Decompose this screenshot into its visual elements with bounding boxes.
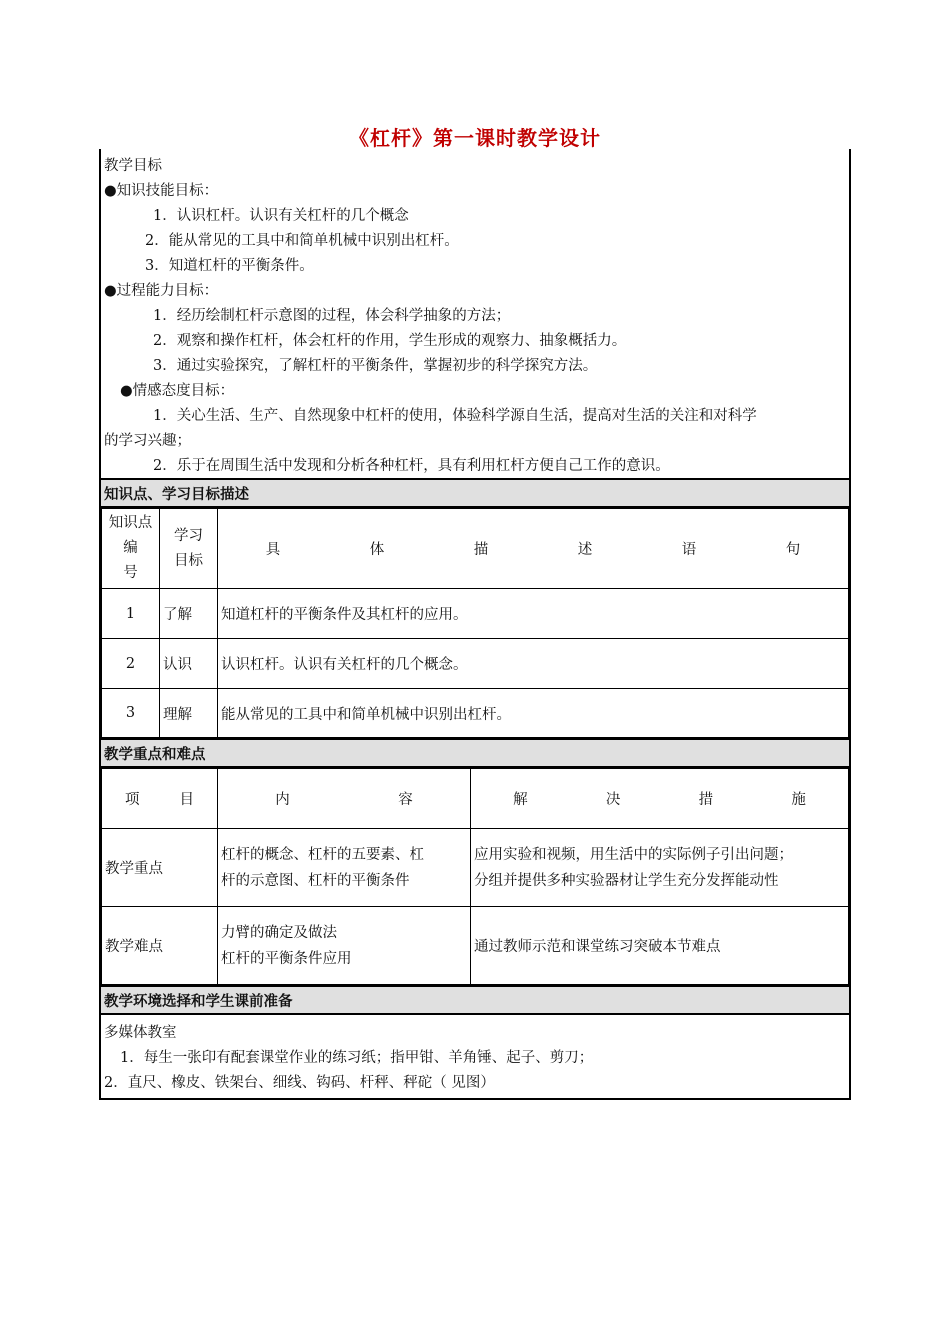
row-item: 教学重点 — [102, 829, 218, 907]
emotion-item-continued: 的学习兴趣； — [104, 433, 191, 449]
key-table — [101, 768, 849, 985]
header-knowledge-number: 知识点 编 号 — [102, 509, 160, 589]
page-title: 《杠杆》第一课时教学设计 — [349, 126, 601, 150]
objectives-heading: 教学目标 — [104, 158, 162, 174]
row-content: 杠杆的概念、杠杆的五要素、杠 杆的示意图、杠杆的平衡条件 — [218, 829, 471, 907]
table-row — [102, 829, 849, 907]
environment-line: 多媒体教室 — [104, 1025, 177, 1041]
objectives-section — [99, 149, 851, 478]
row-goal: 了解 — [160, 589, 218, 639]
header-content: 内 容 — [218, 769, 471, 829]
row-goal: 理解 — [160, 689, 218, 738]
table-row — [102, 689, 849, 738]
process-item: 2．观察和操作杠杆，体会杠杆的作用，学生形成的观察力、抽象概括力。 — [153, 333, 627, 349]
table-row — [102, 907, 849, 985]
emotion-title: ●情感态度目标： — [120, 383, 235, 399]
table-header-row — [102, 509, 849, 589]
row-number: 1 — [102, 589, 160, 639]
row-item: 教学难点 — [102, 907, 218, 985]
lesson-plan-table — [99, 149, 851, 1100]
process-title: ●过程能力目标： — [104, 283, 219, 299]
environment-section — [99, 1015, 851, 1100]
knowledge-item: 3．知道杠杆的平衡条件。 — [145, 258, 314, 274]
table-header-row — [102, 769, 849, 829]
row-number: 2 — [102, 639, 160, 689]
row-goal: 认识 — [160, 639, 218, 689]
knowledge-title: ●知识技能目标： — [104, 183, 219, 199]
environment-line: 2．直尺、橡皮、铁架台、细线、钩码、杆秤、秤砣（ 见图） — [104, 1075, 495, 1091]
emotion-item: 1．关心生活、生产、自然现象中杠杆的使用，体验科学源自生活，提高对生活的关注和对科学 — [153, 408, 757, 424]
emotion-item: 2．乐于在周围生活中发现和分析各种杠杆，具有利用杠杆方便自己工作的意识。 — [153, 458, 670, 474]
knowledge-table-wrap — [99, 508, 851, 738]
table-row — [102, 639, 849, 689]
row-number: 3 — [102, 689, 160, 738]
process-item: 1．经历绘制杠杆示意图的过程，体会科学抽象的方法； — [153, 308, 511, 324]
key-section-heading: 教学重点和难点 — [99, 738, 851, 768]
knowledge-table — [101, 508, 849, 738]
header-description: 具 体 描 述 语 句 — [218, 509, 849, 589]
row-solution: 应用实验和视频，用生活中的实际例子引出问题； 分组并提供多种实验器材让学生充分发挥能动性 — [471, 829, 849, 907]
table-row — [102, 589, 849, 639]
key-table-wrap — [99, 768, 851, 985]
process-item: 3．通过实验探究，了解杠杆的平衡条件，掌握初步的科学探究方法。 — [153, 358, 598, 374]
header-solution: 解 决 措 施 — [471, 769, 849, 829]
knowledge-section-heading: 知识点、学习目标描述 — [99, 478, 851, 508]
header-learning-goal: 学习 目标 — [160, 509, 218, 589]
row-solution: 通过教师示范和课堂练习突破本节难点 — [471, 907, 849, 985]
knowledge-item: 1．认识杠杆。认识有关杠杆的几个概念 — [153, 208, 409, 224]
row-content: 力臂的确定及做法 杠杆的平衡条件应用 — [218, 907, 471, 985]
knowledge-item: 2．能从常见的工具中和简单机械中识别出杠杆。 — [145, 233, 459, 249]
row-description: 知道杠杆的平衡条件及其杠杆的应用。 — [218, 589, 849, 639]
header-item: 项 目 — [102, 769, 218, 829]
environment-section-heading: 教学环境选择和学生课前准备 — [99, 985, 851, 1015]
row-description: 能从常见的工具中和简单机械中识别出杠杆。 — [218, 689, 849, 738]
environment-line: 1．每生一张印有配套课堂作业的练习纸；指甲钳、羊角锤、起子、剪刀； — [120, 1050, 594, 1066]
row-description: 认识杠杆。认识有关杠杆的几个概念。 — [218, 639, 849, 689]
